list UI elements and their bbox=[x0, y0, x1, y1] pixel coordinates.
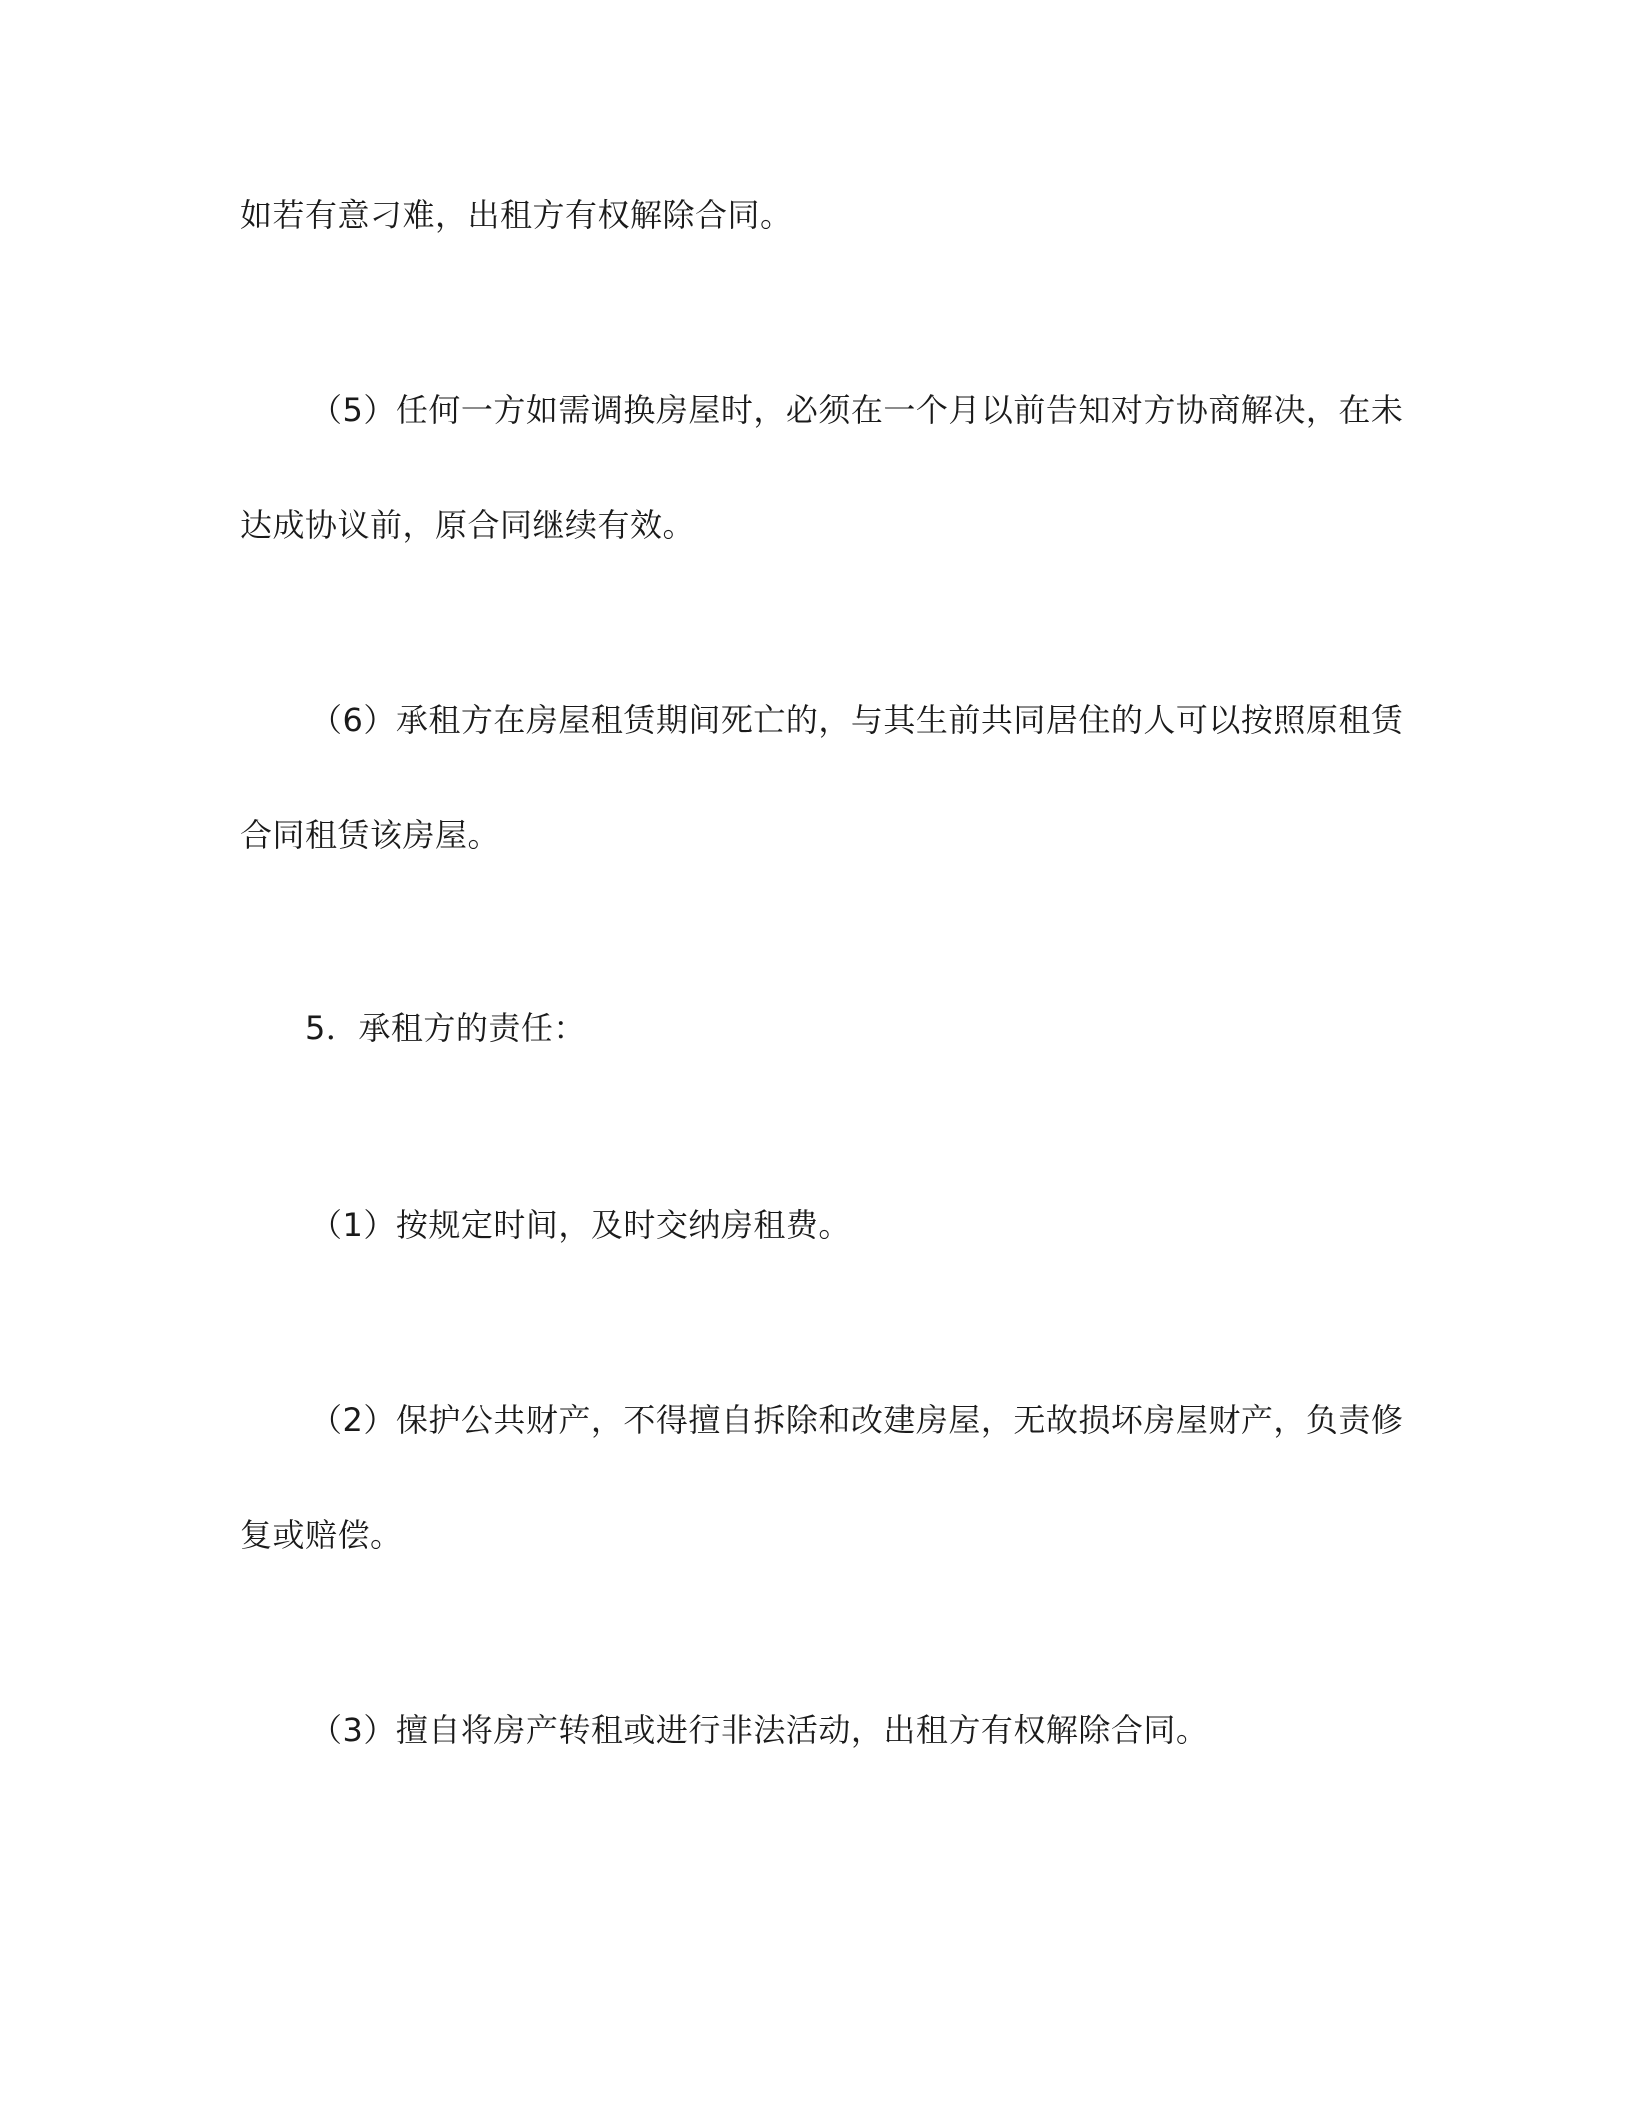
clause-6-line-1: （6）承租方在房屋租赁期间死亡的，与其生前共同居住的人可以按照原租赁 bbox=[310, 701, 1404, 739]
paragraph-continuation-line-1: 如若有意刁难，出租方有权解除合同。 bbox=[240, 196, 793, 234]
clause-5-line-1: （5）任何一方如需调换房屋时，必须在一个月以前告知对方协商解决，在未 bbox=[310, 391, 1404, 429]
clause-5-line-2: 达成协议前，原合同继续有效。 bbox=[240, 506, 696, 544]
responsibility-3-line-1: （3）擅自将房产转租或进行非法活动，出租方有权解除合同。 bbox=[310, 1711, 1209, 1749]
clause-6-line-2: 合同租赁该房屋。 bbox=[240, 816, 501, 854]
section-heading-lessee-responsibilities: 5．承租方的责任： bbox=[305, 1009, 586, 1047]
responsibility-1-line-1: （1）按规定时间，及时交纳房租费。 bbox=[310, 1206, 851, 1244]
responsibility-2-line-2: 复或赔偿。 bbox=[240, 1516, 403, 1554]
responsibility-2-line-1: （2）保护公共财产，不得擅自拆除和改建房屋，无故损坏房屋财产，负责修 bbox=[310, 1401, 1404, 1439]
